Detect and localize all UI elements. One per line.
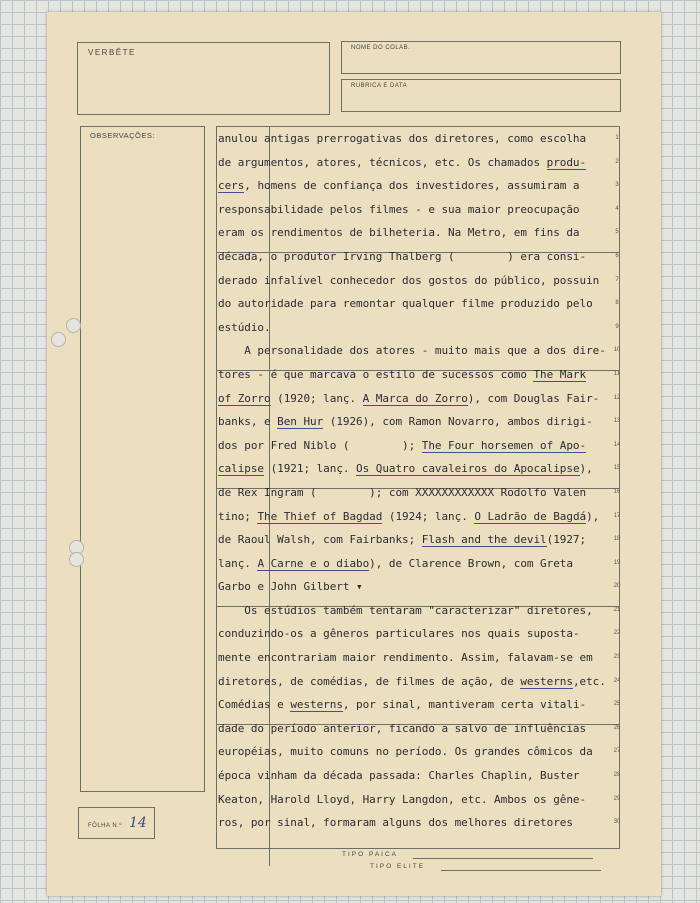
underlined-title: of Zorro (218, 391, 271, 405)
line-text: anulou antigas prerrogativas dos diretores, como escolha (218, 132, 587, 145)
line-number: 23 (613, 654, 621, 661)
underlined-title: Os Quatro cavaleiros do Apocalipse (356, 462, 580, 476)
line-text: dade do período anterior, ficando a salvo de influências (218, 721, 587, 735)
observacoes-label: OBSERVAÇÕES: (90, 131, 155, 140)
line-number: 19 (613, 559, 621, 566)
typed-line (218, 811, 621, 835)
line-text: tino; (218, 509, 258, 523)
folha-number: 14 (129, 815, 147, 831)
line-number: 17 (613, 512, 621, 519)
line-number: 24 (613, 677, 621, 684)
line-text: européias, muito comuns no período. Os grandes cômicos da (218, 745, 593, 759)
folha-label: FÔLHA N.º (88, 823, 123, 829)
underlined-title: The Thief of Bagdad (257, 509, 383, 523)
typed-line (218, 693, 621, 717)
underlined-title: The Four horsemen of Apo- (421, 438, 587, 452)
line-number: 14 (613, 441, 621, 448)
typed-line (218, 387, 621, 411)
typed-line (218, 269, 618, 293)
line-number: 9 (615, 323, 619, 330)
typed-line (218, 764, 621, 788)
line-text: de argumentos, atores, técnicos, etc. Os chamados (218, 155, 547, 169)
line-number: 13 (613, 418, 621, 425)
tipo-elite-label: TIPO ELITE (370, 863, 426, 870)
line-number: 26 (613, 724, 621, 731)
tipo-elite-rule (441, 870, 601, 871)
underlined-title: O Ladrão de Bagdá (474, 509, 587, 523)
nome-box (341, 41, 621, 74)
line-number: 21 (613, 606, 621, 613)
line-number: 18 (613, 536, 621, 543)
line-text: Os estúdios também tentaram "caracterizar" diretores, (218, 603, 593, 617)
line-text: eram os rendimentos de bilheteria. Na Metro, em fins da (218, 226, 580, 240)
line-text: ), (586, 509, 600, 523)
line-number: 2 (615, 158, 619, 165)
typed-line (218, 292, 618, 316)
line-text: ), com Douglas Fair- (467, 391, 600, 405)
line-text: banks, e (218, 415, 278, 429)
line-text: ,etc. (572, 674, 606, 688)
line-number: 20 (613, 583, 621, 590)
typed-line (218, 481, 621, 505)
typed-line (218, 740, 621, 764)
line-number: 11 (613, 370, 621, 377)
typed-line (218, 599, 621, 623)
line-number: 4 (615, 205, 619, 212)
line-text: , homens de confiança dos investidores, assumiram a (244, 179, 580, 193)
rubrica-box (341, 79, 621, 112)
line-text: tores - é que marcava o estilo de sucessos como (218, 367, 534, 381)
line-text: (1926), com Ramon Novarro, ambos dirigi- (323, 415, 593, 429)
underlined-title: Flash and the devil (421, 533, 547, 547)
verbete-label: VERBÊTE (88, 48, 136, 57)
line-text: ), de Clarence Brown, com Greta (369, 556, 573, 570)
typed-line (218, 198, 618, 222)
line-text: ), (579, 462, 593, 476)
line-number: 25 (613, 701, 621, 708)
line-text: do autoridade para remontar qualquer filme produzido pelo (218, 297, 593, 311)
line-text: responsabilidade pelos filmes - e sua maior preocupação (218, 202, 580, 216)
line-number: 30 (613, 819, 621, 826)
nome-label: NOME DO COLAB. (351, 45, 411, 51)
line-text: (1920; lanç. (270, 391, 363, 405)
underlined-title: calipse (218, 462, 265, 476)
line-text: , por sinal, mantiveram certa vitali- (342, 698, 587, 712)
line-number: 12 (613, 394, 621, 401)
typed-text (218, 127, 621, 835)
rubrica-label: RUBRICA E DATA (351, 83, 408, 89)
typed-line (218, 410, 621, 434)
line-number: 8 (615, 300, 619, 307)
line-text: conduzindo-os a gêneros particulares nos quais suposta- (218, 627, 580, 641)
line-text: A personalidade dos atores - muito mais que a dos dire- (218, 344, 606, 358)
line-number: 3 (615, 182, 619, 189)
line-number: 28 (613, 772, 621, 779)
binder-hole (51, 332, 66, 347)
folha-box (78, 807, 155, 839)
line-text: (1927; (546, 533, 587, 547)
line-text: diretores, de comédias, de filmes de ação, de (218, 674, 521, 688)
typed-line (218, 221, 618, 245)
line-text: década, o produtor Irving Thalberg ( ) era consi- (218, 249, 587, 263)
typed-line (218, 505, 621, 529)
line-number: 5 (615, 229, 619, 236)
typed-line (218, 339, 621, 363)
underlined-title: A Carne e o diabo (257, 556, 370, 570)
line-text: derado infalível conhecedor dos gostos do público, possuin (218, 273, 600, 287)
line-text: Comédias e (218, 698, 291, 712)
underlined-title: produ- (546, 155, 587, 169)
underlined-title: A Marca do Zorro (362, 391, 468, 405)
tipo-paica-rule (413, 858, 593, 859)
line-text: lanç. (218, 556, 258, 570)
line-text: de Raoul Walsh, com Fairbanks; (218, 533, 422, 547)
typed-line (218, 552, 621, 576)
line-text: estúdio. (218, 320, 271, 334)
line-text: época vinham da década passada: Charles Chaplin, Buster (218, 769, 580, 783)
typed-line (218, 528, 621, 552)
typed-line (218, 127, 618, 151)
line-text: Keaton, Harold Lloyd, Harry Langdon, etc. Ambos os gêne- (218, 792, 587, 806)
underlined-title: westerns (290, 698, 343, 712)
typed-line (218, 670, 621, 694)
typed-line (218, 434, 621, 458)
line-text: (1924; lanç. (382, 509, 475, 523)
underlined-title: cers (218, 179, 245, 193)
line-number: 15 (613, 465, 621, 472)
line-text: ros, por sinal, formaram alguns dos melhores diretores (218, 816, 573, 830)
observacoes-box (80, 126, 205, 792)
footer-rule (216, 848, 620, 849)
line-text: Garbo e John Gilbert ▾ (218, 580, 363, 594)
line-text: mente encontrariam maior rendimento. Assim, falavam-se em (218, 651, 593, 665)
line-text: (1921; lanç. (264, 462, 357, 476)
line-text: de Rex Ingram ( ); com XXXXXXXXXXXX Rodolfo Valen (218, 485, 587, 499)
typed-line (218, 363, 621, 387)
underlined-title: Ben Hur (277, 415, 324, 429)
typed-line (218, 457, 621, 481)
typed-line (218, 788, 621, 812)
line-number: 7 (615, 276, 619, 283)
line-number: 16 (613, 488, 621, 495)
underlined-title: The Mark (533, 367, 587, 381)
tipo-paica-label: TIPO PAICA (342, 851, 398, 858)
line-number: 29 (613, 795, 621, 802)
line-text: dos por Fred Niblo ( ); (218, 438, 422, 452)
binder-hole (66, 318, 81, 333)
typed-line (218, 575, 621, 599)
typed-line (218, 151, 618, 175)
line-number: 22 (613, 630, 621, 637)
verbete-box (77, 42, 330, 115)
typed-line (218, 622, 621, 646)
typed-line (218, 174, 618, 198)
typed-line (218, 646, 621, 670)
line-number: 1 (615, 135, 619, 141)
typed-line (218, 245, 618, 269)
binder-hole (69, 552, 84, 567)
line-number: 27 (613, 748, 621, 755)
line-number: 6 (615, 252, 619, 259)
underlined-title: westerns (520, 674, 573, 688)
typed-line (218, 717, 621, 741)
typed-line (218, 316, 618, 340)
line-number: 10 (613, 347, 621, 354)
